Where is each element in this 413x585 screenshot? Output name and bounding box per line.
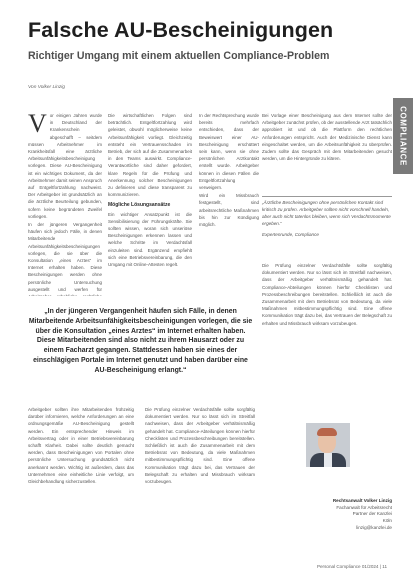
divider: [262, 196, 392, 197]
body-column-4: [262, 112, 392, 192]
paragraph: Wird ein Missbrauch festgestellt, sind arbeitsrechtliche Maßnahmen bis hin zur Kündigung möglich.: [199, 193, 259, 228]
section-heading: Mögliche Lösungsansätze: [108, 202, 171, 209]
paragraph: Arbeitgeber sollten ihre Mitarbeitenden frühzeitig darüber informieren, welche Anforderungen an eine ordnungsgemäße AU-Bescheinigung gestellt werden. Ein entsprechender Hinweis im Arbeitsvertrag oder in einer Betriebsvereinbarung schafft Klarheit. Dabei sollte deutlich gemacht werden, dass Bescheinigungen von Portalen ohne persönliche Untersuchung grundsätzlich nicht anerkannt werden. Wichtig ist außerdem, dass das Unternehmen eine einheitliche Linie verfolgt, um Gleichbehandlung sicherzustellen.: [28, 407, 134, 485]
side-quote-text: „Ärztliche Bescheinigungen ohne persönlichen Kontakt sind kritisch zu prüfen. Arbeitgeber sollten nicht vorschnell handeln, aber auch nicht tatenlos bleiben, wenn sich Verdachtsmomente ergeben.“: [262, 200, 391, 226]
author-info: [262, 498, 392, 532]
paragraph: Die Prüfung einzelner Verdachtsfälle sollte sorgfältig dokumentiert werden. Nur so lässt sich im Streitfall nachweisen, dass der Arbeitgeber verhältnismäßig gehandelt hat. Compliance-Abteilungen können hierfür Checklisten und Prozessbeschreibungen bereitstellen. Schließlich ist auch die Zusammenarbeit mit dem Betriebsrat von Bedeutung, da viele Maßnahmen mitbestimmungspflichtig sind. Eine offene Kommunikation trägt dazu bei, das Vertrauen der Belegschaft zu erhalten und Missbrauch wirksam vorzubeugen.: [145, 407, 255, 485]
paragraph: Bei Vorlage einer Bescheinigung aus dem Internet sollte der Arbeitgeber zunächst prüfen, ob der ausstellende Arzt tatsächlich approbiert ist und ob die Plattform den rechtlichen Anforderungen entspricht. Auch der Medizinische Dienst kann eingeschaltet werden, um die Arbeitsunfähigkeit zu überprüfen. Zudem sollte das Gespräch mit dem Mitarbeitenden gesucht werden, um die Hintergründe zu klären.: [262, 113, 392, 162]
lower-column-1: [28, 406, 134, 556]
body-column-5: [262, 262, 392, 412]
author-city: Köln: [382, 518, 392, 524]
drop-cap: V: [28, 112, 47, 138]
article-subtitle: Richtiger Umgang mit einem aktuellen Compliance-Problem: [28, 50, 330, 62]
paragraph: Die Prüfung einzelner Verdachtsfälle sollte sorgfältig dokumentiert werden. Nur so lässt sich im Streitfall nachweisen, dass der Arbeitgeber verhältnismäßig gehandelt hat. Compliance-Abteilungen können hierfür Checklisten und Prozessbeschreibungen bereitstellen. Schließlich ist auch die Zusammenarbeit mit dem Betriebsrat von Bedeutung, da viele Maßnahmen mitbestimmungspflichtig sind. Eine offene Kommunikation trägt dazu bei, das Vertrauen der Belegschaft zu erhalten und Missbrauch wirksam vorzubeugen.: [262, 263, 392, 326]
side-quote: [262, 199, 392, 238]
photo-hair: [317, 428, 337, 436]
paragraph: Ein wichtiger Ansatzpunkt ist die Sensibilisierung der Führungskräfte. Sie sollten wissen, woran sich unseriöse Bescheinigungen erkennen lassen und welche Schritte im Verdachtsfall einzuleiten sind. Ergänzend empfiehlt sich eine Betriebsvereinbarung, die den Umgang mit Online-Attesten regelt.: [108, 211, 192, 268]
paragraph: In der Rechtsprechung wurde bereits mehrfach entschieden, dass der Beweiswert einer AU-Bescheinigung erschüttert sein kann, wenn sie ohne persönlichen Arztkontakt erstellt wurde. Arbeitgeber können in diesen Fällen die Entgeltfortzahlung verweigern.: [199, 113, 259, 191]
intro-text: or einigen Jahren wurde in Deutschland der Krankenschein abgeschafft – seitdem müssen Arbeitnehmer im Krankheitsfall eine ärztliche Arbeitsunfähigkeitsbescheinigung vorlegen. Diese AU-Bescheinigung ist ein wichtiges Dokument, da der Arbeitnehmer damit seinen Anspruch auf Entgeltfortzahlung nachweist. Der Arbeitgeber ist grundsätzlich an die ärztliche Beurteilung gebunden, sofern keine begründeten Zweifel vorliegen.: [28, 113, 102, 219]
body-column-1: [28, 112, 102, 296]
author-photo: [306, 423, 350, 467]
pull-quote: „In der jüngeren Vergangenheit häufen sich Fälle, in denen Mitarbeitende Arbeitsunfähigkeitsbescheinigungen vorlegen, die sie über die Konsultation „eines Arztes“ im Internet erhalten haben. Diese Mitarbeitenden sind also nicht zu ihrem Hausarzt oder zu einem Facharzt gegangen. Stattdessen haben sie eines der einschlägigen Portale im Internet genutzt und haben darüber eine AU-Bescheinigung erlangt.“: [28, 308, 253, 374]
article-title: Falsche AU-Bescheinigungen: [28, 18, 334, 42]
body-column-2: [108, 112, 192, 296]
paragraph: In der jüngeren Vergangenheit häufen sich jedoch Fälle, in denen Mitarbeitende Arbeitsunfähigkeitsbescheinigungen vorlegen, die sie über die Konsultation „eines Arztes“ im Internet erhalten haben. Diese Bescheinigungen werden ohne persönliche Untersuchung ausgestellt und werfen für: [28, 222, 102, 292]
paragraph: Die wirtschaftlichen Folgen sind beträchtlich. Entgeltfortzahlung wird geleistet, obwohl möglicherweise keine Arbeitsunfähigkeit vorliegt. Gleichzeitig entsteht ein Vertrauensschaden im Betrieb, der sich auf die Zusammenarbeit in den Teams auswirkt. Compliance-Verantwortliche sind daher gefordert, klare Regeln für die Prüfung und Anerkennung solcher Bescheinigungen zu definieren und diese transparent zu kommunizieren.: [108, 113, 192, 198]
author-firm: Partner der Kanzlei: [352, 511, 392, 517]
lower-column-2: [145, 406, 255, 556]
section-tab-label: COMPLIANCE: [398, 106, 408, 166]
paragraph-intro: [28, 112, 102, 220]
author-email[interactable]: linzig@kanzlei.de: [356, 524, 392, 530]
byline: Von Volker Linzig: [28, 85, 65, 90]
side-quote-source: Expertenrunde, Compliance: [262, 232, 319, 237]
author-title: Fachanwalt für Arbeitsrecht: [336, 504, 392, 510]
body-column-3: [199, 112, 259, 296]
photo-shirt: [324, 453, 332, 467]
page-footer: Personal Compliance 01/2024 | 11: [316, 564, 387, 569]
author-name: Rechtsanwalt Volker Linzig: [332, 498, 392, 503]
section-tab: [393, 98, 413, 174]
